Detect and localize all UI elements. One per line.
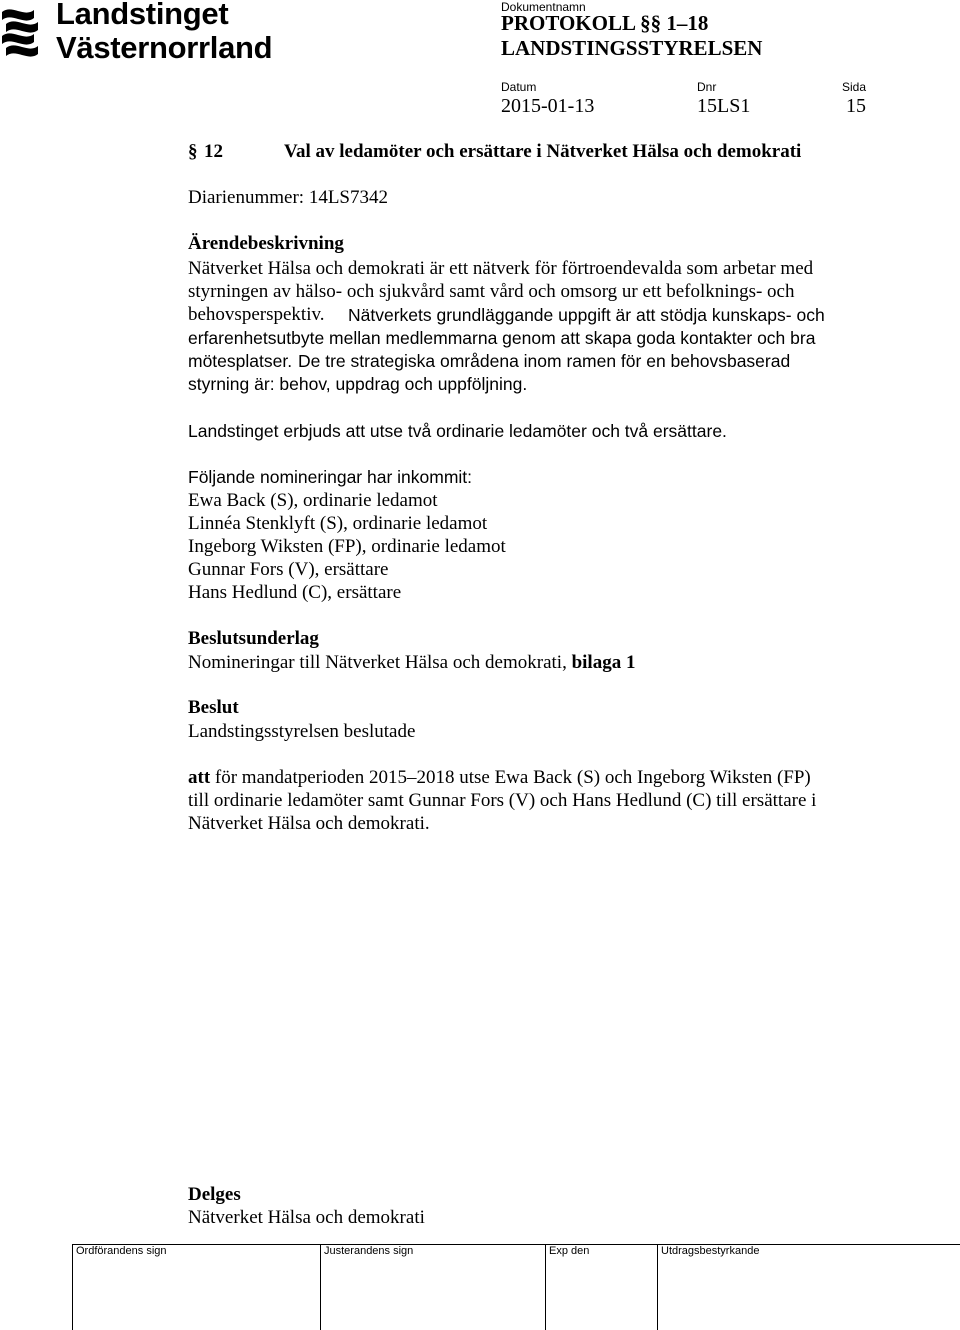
description-line: Nätverkets grundläggande uppgift är att stödja kunskaps- och bbox=[348, 305, 825, 325]
certifier-label: Utdragsbestyrkande bbox=[661, 1245, 760, 1257]
date-value: 2015-01-13 bbox=[501, 95, 595, 117]
description-line: mötesplatser. bbox=[188, 351, 293, 371]
decision-att: att bbox=[188, 767, 211, 788]
section-paragraph-sign: § bbox=[188, 141, 198, 162]
dnr-value: 15LS1 bbox=[697, 95, 751, 117]
offer-statement: Landstinget erbjuds att utse två ordinarie ledamöter och två ersättare. bbox=[188, 421, 727, 441]
decision-line: till ordinarie ledamöter samt Gunnar Fors (V) och Hans Hedlund (C) till ersättare i bbox=[188, 790, 817, 811]
decision-heading: Beslut bbox=[188, 697, 239, 718]
decision-line: för mandatperioden 2015–2018 utse Ewa Back (S) och Ingeborg Wiksten (FP) bbox=[214, 767, 811, 788]
description-line: styrning är: behov, uppdrag och uppföljning. bbox=[188, 374, 528, 394]
nomination-item: Ingeborg Wiksten (FP), ordinarie ledamot bbox=[188, 536, 506, 557]
diary-number: Diarienummer: 14LS7342 bbox=[188, 187, 388, 208]
page-number: 15 bbox=[846, 95, 866, 117]
nomination-item: Ewa Back (S), ordinarie ledamot bbox=[188, 490, 438, 511]
chair-sign-label: Ordförandens sign bbox=[76, 1245, 167, 1257]
description-line: De tre strategiska områdena inom ramen för en behovsbaserad bbox=[298, 351, 791, 371]
nomination-item: Gunnar Fors (V), ersättare bbox=[188, 559, 389, 580]
page-label: Sida bbox=[842, 80, 867, 94]
organization-logo bbox=[0, 0, 280, 66]
decision-line-1 bbox=[188, 766, 811, 789]
footer-cell-border bbox=[320, 1244, 321, 1330]
document-name-label: Dokumentnamn bbox=[501, 0, 586, 14]
basis-text: Nomineringar till Nätverket Hälsa och demokrati, bbox=[188, 652, 567, 673]
document-name: PROTOKOLL §§ 1–18 bbox=[501, 11, 709, 35]
description-line: behovsperspektiv. bbox=[188, 304, 325, 325]
description-heading: Ärendebeskrivning bbox=[188, 233, 344, 254]
nomination-item: Hans Hedlund (C), ersättare bbox=[188, 582, 402, 603]
adjuster-sign-label: Justerandens sign bbox=[324, 1245, 414, 1257]
exp-date-label: Exp den bbox=[549, 1245, 590, 1257]
delges-text: Nätverket Hälsa och demokrati bbox=[188, 1207, 425, 1228]
nominations-intro: Följande nomineringar har inkommit: bbox=[188, 467, 473, 487]
description-line: styrningen av hälso- och sjukvård samt vård och omsorg ur ett befolknings- och bbox=[188, 281, 795, 302]
description-line: Nätverket Hälsa och demokrati är ett nätverk för förtroendevalda som arbetar med bbox=[188, 258, 814, 279]
basis-text-row bbox=[188, 651, 635, 674]
basis-heading: Beslutsunderlag bbox=[188, 628, 319, 649]
basis-attachment: bilaga 1 bbox=[571, 652, 636, 673]
section-title: Val av ledamöter och ersättare i Nätverket Hälsa och demokrati bbox=[284, 141, 802, 162]
logo-text-line2: Västernorrland bbox=[56, 30, 273, 65]
footer-rule bbox=[72, 1244, 960, 1245]
organization-name: LANDSTINGSSTYRELSEN bbox=[501, 36, 763, 60]
nomination-item: Linnéa Stenklyft (S), ordinarie ledamot bbox=[188, 513, 488, 534]
logo-text-line1: Landstinget bbox=[56, 0, 229, 31]
date-label: Datum bbox=[501, 80, 537, 94]
footer-cell-border bbox=[72, 1244, 73, 1330]
decision-line: Nätverket Hälsa och demokrati. bbox=[188, 813, 430, 834]
stripes-logo-mark-icon bbox=[2, 4, 48, 60]
footer-cell-border bbox=[657, 1244, 658, 1330]
delges-heading: Delges bbox=[188, 1184, 241, 1205]
decision-intro: Landstingsstyrelsen beslutade bbox=[188, 721, 416, 742]
footer-cell-border bbox=[545, 1244, 546, 1330]
section-number: 12 bbox=[204, 141, 223, 162]
description-line: erfarenhetsutbyte mellan medlemmarna genom att skapa goda kontakter och bra bbox=[188, 328, 816, 348]
dnr-label: Dnr bbox=[697, 80, 717, 94]
